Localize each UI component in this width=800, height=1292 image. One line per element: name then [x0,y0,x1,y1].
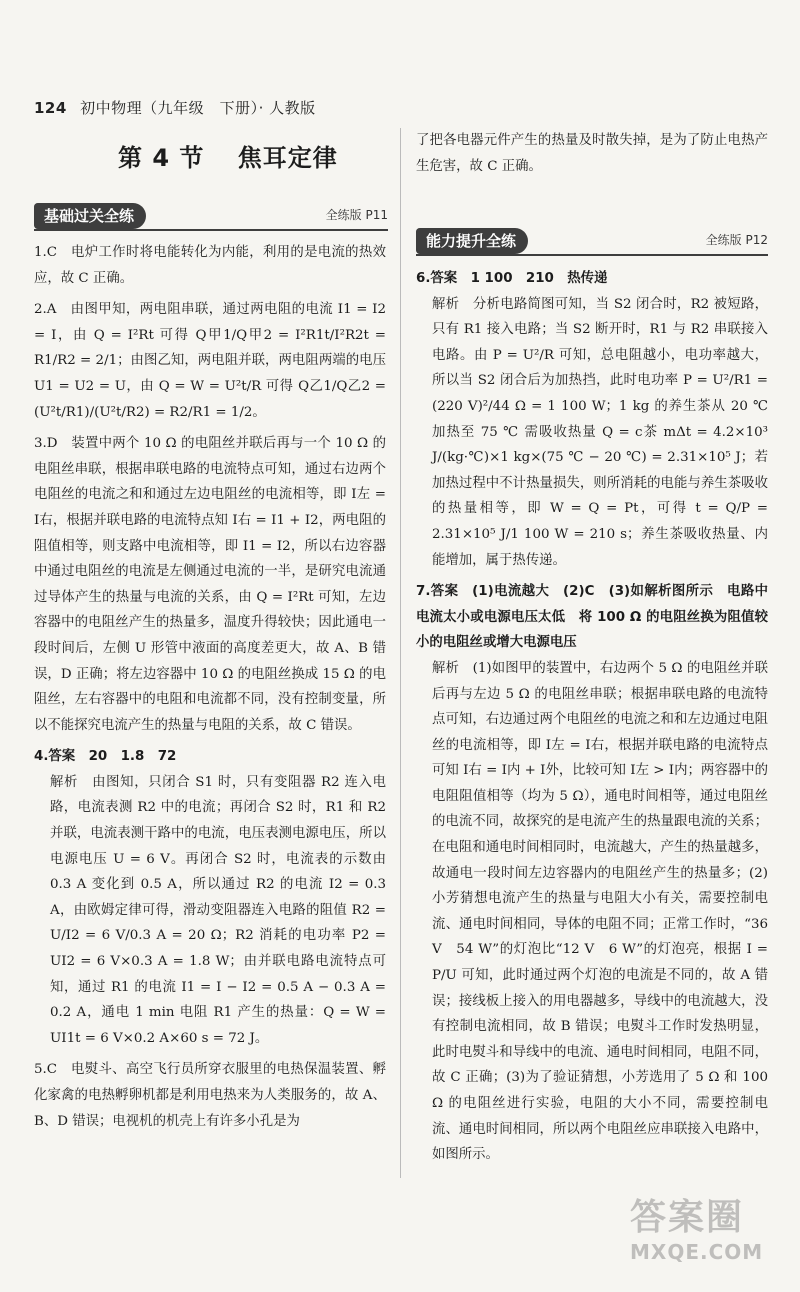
answer-7-explanation: 解析 (1)如图甲的装置中，右边两个 5 Ω 的电阻丝并联后再与左边 5 Ω 的电阻丝串联；根据串联电路的电流特点可知，右边通过两个电阻丝的电流之和和左边通过电阻丝的电流相等，即 I左 = I右，根据并联电路的电流特点可知 I右 = I内 + I外，比较可知 I左 > I内；两容器中的电阻阻值相等（均为 5 Ω），通电时间相等，通过电阻丝的电流不同，故探究的是电流产生的热量跟电流的关系；在电阻和通电时间相同时，电流越大，产生的热量越多，故通电一段时间左边容器内的电阻丝产生的热量多；(2)小芳猜想电流产生的热量与电阻大小有关，需要控制电流、通电时间相同，导体的电阻不同；正常工作时，“36 V 54 W”的灯泡比“12 V 6 W”的灯泡亮，根据 I = P/U 可知，此时通过两个灯泡的电流是不同的，故 A 错误；接线板上接入的用电器越多，导线中的电流越大，没有控制电流相同，故 B 错误；电熨斗工作时发热明显，此时电熨斗和导线中的电流、通电时间相同，电阻不同，故 C 正确；(3)为了验证猜想，小芳选用了 5 Ω 和 100 Ω 的电阻丝进行实验，电阻的大小不同，需要控制电流、通电时间相同，所以两个电阻丝应串联接入电路中，如图所示。 [432,660,768,1163]
left-section-label: 基础过关全练 [34,203,146,229]
running-header [34,101,316,116]
bar-rule [416,254,768,256]
section-title [118,146,338,170]
answer-7-answer: 7.答案 (1)电流越大 (2)C (3)如解析图所示 电路中电流太小或电源电压太低 将 100 Ω 的电阻丝换为阻值较小的电阻丝或增大电源电压 [416,584,768,651]
left-section-bar [34,203,388,231]
watermark-logo [630,1197,790,1280]
right-section-bar [416,228,768,256]
answer-2: 2.A 由图甲知，两电阻串联，通过两电阻的电流 I1 = I2 = I，由 Q = I²Rt 可得 Q甲1/Q甲2 = I²R1t/I²R2t = R1/R2 = 2/1；由图乙知，两电阻并联，两电阻两端的电压 U1 = U2 = U，由 Q = W = U²t/R 可得 Q乙1/Q乙2 = (U²t/R1)/(U²t/R2) = R2/R1 = 1/2。 [34,302,386,420]
right-top-continuation [416,128,768,179]
page-number: 124 [34,99,67,117]
left-section-ref: 全练版 P11 [325,208,388,222]
answer-4-answer: 4.答案 20 1.8 72 [34,749,177,765]
section-name: 焦耳定律 [237,144,338,172]
answer-1: 1.C 电炉工作时将电能转化为内能，利用的是电流的热效应，故 C 正确。 [34,245,386,286]
answer-4-explanation: 解析 由图知，只闭合 S1 时，只有变阻器 R2 连入电路，电流表测 R2 中的电流；再闭合 S2 时，R1 和 R2 并联，电流表测干路中的电流，电压表测电源电压，所以电源电压 U = 6 V。再闭合 S2 时，电流表的示数由 0.3 A 变化到 0.5 A，所以通过 R2 的电流 I2 = 0.3 A，由欧姆定律可得，滑动变阻器连入电路的阻值 R2 = U/I2 = 6 V/0.3 A = 20 Ω；R2 消耗的电功率 P2 = UI2 = 6 V×0.3 A = 1.8 W；由并联电路电流特点可知，通过 R1 的电流 I1 = I − I2 = 0.5 A − 0.3 A = 0.2 A，通电 1 min 电阻 R1 产生的热量：Q = W = UI1t = 6 V×0.2 A×60 s = 72 J。 [50,774,386,1046]
watermark-line1: 答案圈 [630,1197,745,1238]
answer-3: 3.D 装置中两个 10 Ω 的电阻丝并联后再与一个 10 Ω 的电阻丝串联，根据串联电路的电流特点可知，通过右边两个电阻丝的电流之和和通过左边电阻丝的电流相等，即 I左 = I右，根据并联电路的电流特点知 I右 = I1 + I2，两电阻的阻值相等，则支路中电流相等，即 I1 = I2，所以右边容器中通过电阻丝的电流是左侧通过电流的一半，是研究电流通过导体产生的热量与电流的关系，由 Q = I²Rt 可知，左边容器中的电阻丝产生的热量多，温度升得较快；因此通电一段时间后，左侧 U 形管中液面的高度差更大，故 A、B 错误，D 正确；将左边容器中 10 Ω 的电阻丝换成 15 Ω 的电阻丝，左右容器中的电阻和电流都不同，没有控制变量，所以不能探究电流产生的热量与电阻的关系，故 C 错误。 [34,436,386,733]
answer-5-continued: 了把各电器元件产生的热量及时散失掉，是为了防止电热产生危害，故 C 正确。 [416,133,768,174]
section-number: 第 4 节 [118,144,205,172]
right-column [416,266,768,1168]
running-title: 初中物理（九年级 下册）· 人教版 [80,99,316,117]
left-column [34,240,386,1134]
right-section-label: 能力提升全练 [416,228,528,254]
answer-6-answer: 6.答案 1 100 210 热传递 [416,271,608,286]
right-section-ref: 全练版 P12 [705,233,768,247]
column-divider [400,128,401,1178]
watermark-line2: MXQE.COM [630,1240,764,1264]
answer-6-explanation: 解析 分析电路简图可知，当 S2 闭合时，R2 被短路，只有 R1 接入电路；当 S2 断开时，R1 与 R2 串联接入电路。由 P = U²/R 可知，总电阻越小，电功率越大，所以当 S2 闭合后为加热挡，此时电功率 P = U²/R1 = (220 V)²/44 Ω = 1 100 W；1 kg 的养生茶从 20 ℃ 加热至 75 ℃ 需吸收热量 Q = c茶 mΔt = 4.2×10³ J/(kg·℃)×1 kg×(75 ℃ − 20 ℃) = 2.31×10⁵ J；若加热过程中不计热量损失，则所消耗的电能与养生茶吸收的热量相等，即 W = Q = Pt，可得 t = Q/P = 2.31×10⁵ J/1 100 W = 210 s；养生茶吸收热量、内能增加，属于热传递。 [432,296,768,568]
answer-5: 5.C 电熨斗、高空飞行员所穿衣服里的电热保温装置、孵化家禽的电热孵卵机都是利用电热来为人类服务的，故 A、B、D 错误；电视机的机壳上有许多小孔是为 [34,1062,386,1129]
bar-rule [34,229,388,231]
